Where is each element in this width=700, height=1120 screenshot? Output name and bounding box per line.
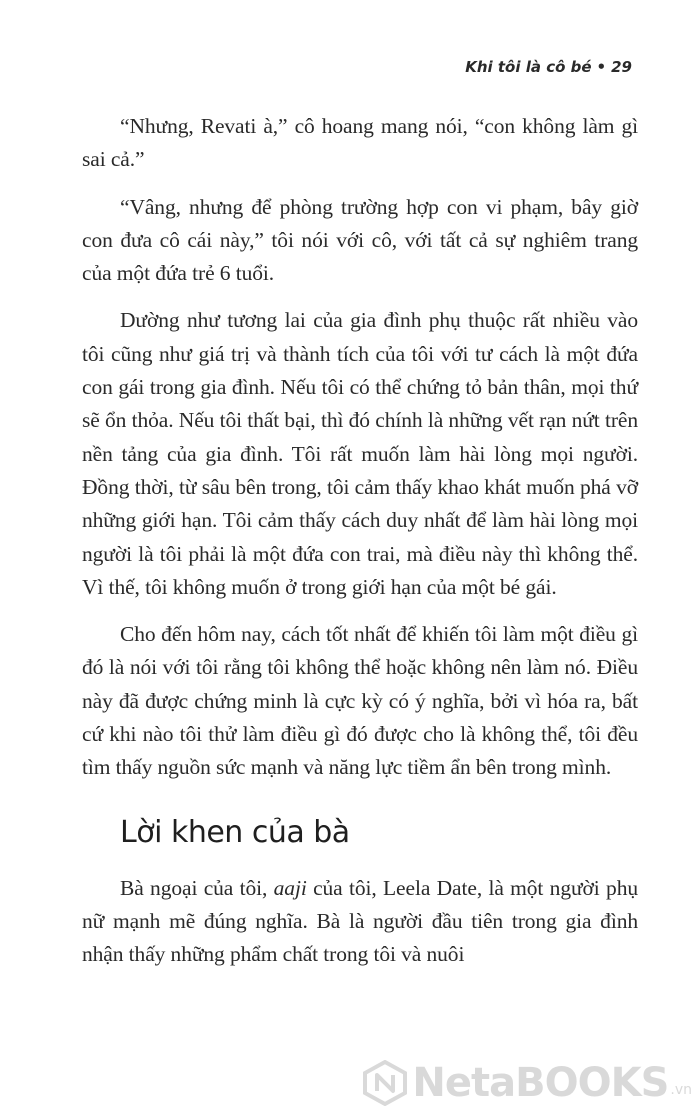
body-text xyxy=(82,110,638,986)
section-heading: Lời khen của bà xyxy=(120,814,350,850)
chapter-title: Khi tôi là cô bé xyxy=(465,58,592,76)
paragraph-5 xyxy=(82,872,638,972)
paragraph-5-start: Bà ngoại của tôi, xyxy=(120,875,274,900)
netabooks-logo-icon xyxy=(362,1060,408,1106)
paragraph-4: Cho đến hôm nay, cách tốt nhất để khiến tôi làm một điều gì đó là nói với tôi rằng tôi không thể hoặc không nên làm nó. Điều này đã được chứng minh là cực kỳ có ý nghĩa, bởi vì hóa ra, bất cứ khi nào tôi thử làm điều gì đó được cho là không thể, tôi đều tìm thấy nguồn sức mạnh và năng lực tiềm ẩn bên trong mình. xyxy=(82,622,638,780)
watermark-tld: .vn xyxy=(670,1082,692,1098)
watermark xyxy=(362,1060,692,1106)
italic-term: aaji xyxy=(273,875,307,900)
header-separator: • xyxy=(596,58,607,76)
running-header xyxy=(465,58,632,76)
paragraph-2: “Vâng, nhưng để phòng trường hợp con vi phạm, bây giờ con đưa cô cái này,” tôi nói với cô, với tất cả sự nghiêm trang của một đứa trẻ 6 tuổi. xyxy=(82,194,638,286)
paragraph-3: Dường như tương lai của gia đình phụ thuộc rất nhiều vào tôi cũng như giá trị và thành tích của tôi với tư cách là một đứa con gái trong gia đình. Nếu tôi có thể chứng tỏ bản thân, mọi thứ sẽ ổn thỏa. Nếu tôi thất bại, thì đó chính là những vết rạn nứt trên nền tảng của gia đình. Tôi rất muốn làm hài lòng mọi người. Đồng thời, từ sâu bên trong, tôi cảm thấy khao khát muốn phá vỡ những giới hạn. Tôi cảm thấy cách duy nhất để làm hài lòng mọi người là tôi phải là một đứa con trai, mà điều này thì không thể. Vì thế, tôi không muốn ở trong giới hạn của một bé gái. xyxy=(82,308,638,599)
watermark-text: NetaBOOKS xyxy=(412,1060,669,1106)
page-number: 29 xyxy=(611,58,632,76)
paragraph-5-rest: của tôi, Leela Date, là một người phụ nữ mạnh mẽ đúng nghĩa. Bà là người đầu tiên trong gia đình nhận thấy những phẩm chất trong tôi và nuôi xyxy=(82,875,638,967)
paragraph-1: “Nhưng, Revati à,” cô hoang mang nói, “con không làm gì sai cả.” xyxy=(82,114,638,172)
